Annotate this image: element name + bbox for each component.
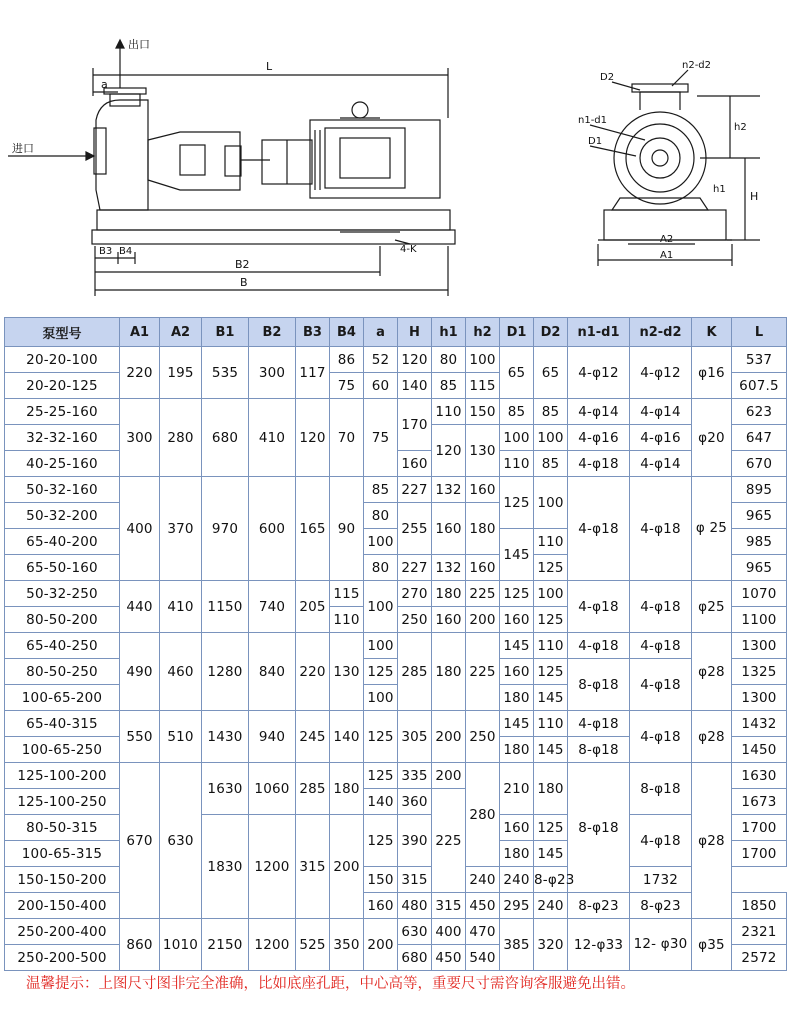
table-cell: 120 — [398, 347, 432, 373]
dim-a-label: a — [101, 78, 108, 91]
table-cell: 295 — [500, 893, 534, 919]
table-cell: 400 — [120, 477, 160, 581]
table-cell: 315 — [398, 867, 432, 893]
table-cell: 305 — [398, 711, 432, 763]
table-cell: φ16 — [692, 347, 732, 399]
table-cell: 370 — [160, 477, 202, 581]
table-cell: 145 — [500, 633, 534, 659]
table-cell: 240 — [500, 867, 534, 893]
D2-label: D2 — [600, 72, 615, 83]
table-cell: 100 — [364, 633, 398, 659]
table-cell: 225 — [466, 581, 500, 607]
table-row — [5, 347, 787, 373]
pump-model-cell: 100-65-315 — [5, 841, 120, 867]
table-cell: 460 — [160, 633, 202, 711]
table-cell: 165 — [296, 477, 330, 581]
table-cell: 115 — [330, 581, 364, 607]
pump-model-cell: 32-32-160 — [5, 425, 120, 451]
table-cell: 2321 — [732, 919, 787, 945]
table-cell: 145 — [534, 737, 568, 763]
column-header: K — [692, 318, 732, 347]
table-cell: 440 — [120, 581, 160, 633]
table-cell: 680 — [398, 945, 432, 971]
table-cell: φ28 — [692, 711, 732, 763]
table-cell: 125 — [534, 555, 568, 581]
table-cell: 280 — [466, 763, 500, 867]
table-cell: 255 — [398, 503, 432, 555]
table-cell: 270 — [398, 581, 432, 607]
table-row — [5, 477, 787, 503]
table-row — [5, 399, 787, 425]
table-cell: 510 — [160, 711, 202, 763]
table-cell: 2150 — [202, 919, 249, 971]
table-cell: 985 — [732, 529, 787, 555]
dim-B4-label: B4 — [119, 246, 133, 257]
table-cell: 180 — [534, 763, 568, 815]
table-cell: φ35 — [692, 919, 732, 971]
table-cell: 125 — [500, 581, 534, 607]
pump-model-cell: 20-20-100 — [5, 347, 120, 373]
table-cell: 450 — [432, 945, 466, 971]
column-header: n1-d1 — [568, 318, 630, 347]
table-cell: 895 — [732, 477, 787, 503]
table-cell: 200 — [432, 763, 466, 789]
h2-label: h2 — [734, 122, 747, 133]
table-cell: 210 — [500, 763, 534, 815]
table-cell: 8-φ23 — [568, 893, 630, 919]
table-header-row — [5, 318, 787, 347]
table-cell: 360 — [398, 789, 432, 815]
table-cell: 647 — [732, 425, 787, 451]
table-cell: 623 — [732, 399, 787, 425]
table-cell: 140 — [398, 373, 432, 399]
table-cell: 240 — [534, 893, 568, 919]
table-cell: 4-φ18 — [568, 477, 630, 581]
table-cell: 740 — [249, 581, 296, 633]
table-cell: 1630 — [732, 763, 787, 789]
table-cell: 4-φ12 — [630, 347, 692, 399]
table-cell: 1010 — [160, 919, 202, 971]
table-cell: 410 — [160, 581, 202, 633]
column-header: 泵型号 — [5, 318, 120, 347]
dim-B3-label: B3 — [99, 246, 113, 257]
column-header: D1 — [500, 318, 534, 347]
table-cell: 220 — [296, 633, 330, 711]
table-cell: 470 — [466, 919, 500, 945]
pump-model-cell: 65-40-250 — [5, 633, 120, 659]
A2-label: A2 — [660, 234, 674, 245]
table-cell: 4-φ18 — [630, 815, 692, 867]
table-cell: 180 — [500, 841, 534, 867]
table-cell: 85 — [534, 451, 568, 477]
table-cell: 100 — [534, 425, 568, 451]
table-cell: 80 — [364, 555, 398, 581]
table-cell: 8-φ18 — [568, 737, 630, 763]
table-cell: 75 — [330, 373, 364, 399]
table-cell: 100 — [500, 425, 534, 451]
A1-label: A1 — [660, 250, 674, 261]
table-cell: 160 — [364, 893, 398, 919]
table-cell: 1700 — [732, 815, 787, 841]
table-cell: 1673 — [732, 789, 787, 815]
pump-model-cell: 250-200-400 — [5, 919, 120, 945]
table-cell: 390 — [398, 815, 432, 867]
table-cell: 550 — [120, 711, 160, 763]
table-cell: 86 — [330, 347, 364, 373]
table-cell: 110 — [534, 529, 568, 555]
table-cell: 200 — [364, 919, 398, 971]
table-cell: 630 — [160, 763, 202, 919]
pump-model-cell: 50-32-200 — [5, 503, 120, 529]
column-header: h2 — [466, 318, 500, 347]
table-cell: 1100 — [732, 607, 787, 633]
table-cell: 670 — [732, 451, 787, 477]
table-cell: 965 — [732, 503, 787, 529]
table-cell: 160 — [398, 451, 432, 477]
table-cell: 100 — [534, 581, 568, 607]
table-cell: 85 — [534, 399, 568, 425]
table-cell: 1200 — [249, 815, 296, 919]
table-cell: 117 — [296, 347, 330, 399]
table-cell: 1300 — [732, 633, 787, 659]
D1-label: D1 — [588, 136, 603, 147]
table-cell: 4-φ16 — [630, 425, 692, 451]
table-cell: 8-φ18 — [568, 763, 630, 893]
table-cell: 1430 — [202, 711, 249, 763]
column-header: A1 — [120, 318, 160, 347]
table-cell: 8-φ18 — [568, 659, 630, 711]
dim-B-label: B — [240, 276, 248, 289]
table-cell: 970 — [202, 477, 249, 581]
table-row — [5, 763, 787, 789]
table-cell: 285 — [398, 633, 432, 711]
table-cell: 227 — [398, 477, 432, 503]
table-cell: 110 — [534, 633, 568, 659]
column-header: B2 — [249, 318, 296, 347]
table-cell: 12-φ33 — [568, 919, 630, 971]
table-cell: 150 — [466, 399, 500, 425]
table-row — [5, 581, 787, 607]
table-cell: 110 — [330, 607, 364, 633]
table-cell: 200 — [432, 711, 466, 763]
table-cell: 140 — [364, 789, 398, 815]
table-cell: 80 — [432, 347, 466, 373]
table-cell: 4-φ18 — [568, 581, 630, 633]
table-cell: 227 — [398, 555, 432, 581]
table-cell: 540 — [466, 945, 500, 971]
table-cell: 145 — [534, 841, 568, 867]
pump-model-cell: 125-100-250 — [5, 789, 120, 815]
table-row — [5, 711, 787, 737]
n1-d1-label: n1-d1 — [578, 115, 608, 126]
table-cell: 100 — [364, 529, 398, 555]
column-header: D2 — [534, 318, 568, 347]
table-cell: 52 — [364, 347, 398, 373]
table-cell: 100 — [534, 477, 568, 529]
table-cell: 1630 — [202, 763, 249, 815]
column-header: H — [398, 318, 432, 347]
table-cell: 85 — [432, 373, 466, 399]
table-cell: 145 — [534, 685, 568, 711]
pump-dimension-drawing — [0, 0, 790, 308]
table-cell: 1432 — [732, 711, 787, 737]
column-header: A2 — [160, 318, 202, 347]
table-cell: 320 — [534, 919, 568, 971]
table-cell: 150 — [364, 867, 398, 893]
table-cell: 195 — [160, 347, 202, 399]
table-cell: 130 — [330, 633, 364, 711]
pump-model-cell: 20-20-125 — [5, 373, 120, 399]
table-cell: 75 — [364, 399, 398, 477]
table-cell: 2572 — [732, 945, 787, 971]
table-cell: 125 — [534, 607, 568, 633]
table-cell: 180 — [500, 685, 534, 711]
table-cell: 125 — [534, 659, 568, 685]
table-cell: 85 — [364, 477, 398, 503]
table-cell: 4-φ16 — [568, 425, 630, 451]
table-cell: 450 — [466, 893, 500, 919]
table-cell: φ20 — [692, 399, 732, 477]
table-cell: 670 — [120, 763, 160, 919]
table-cell: 180 — [330, 763, 364, 815]
table-cell: 4-φ18 — [568, 451, 630, 477]
table-cell: 240 — [466, 867, 500, 893]
inlet-label: 进口 — [12, 142, 34, 155]
table-cell: 300 — [120, 399, 160, 477]
table-cell: 8-φ23 — [630, 893, 692, 919]
table-cell: 4-φ18 — [568, 633, 630, 659]
table-cell: 180 — [432, 581, 466, 607]
table-cell: 525 — [296, 919, 330, 971]
dim-L-label: L — [266, 60, 273, 73]
table-cell: 125 — [364, 659, 398, 685]
table-cell: 8-φ23 — [534, 867, 568, 893]
table-cell: 110 — [432, 399, 466, 425]
table-cell: 170 — [398, 399, 432, 451]
pump-model-cell: 80-50-250 — [5, 659, 120, 685]
table-cell: 350 — [330, 919, 364, 971]
table-cell: 110 — [500, 451, 534, 477]
table-cell: 250 — [398, 607, 432, 633]
table-row — [5, 919, 787, 945]
table-cell: 335 — [398, 763, 432, 789]
pump-model-cell: 25-25-160 — [5, 399, 120, 425]
table-cell: φ28 — [692, 763, 732, 919]
table-cell: φ25 — [692, 581, 732, 633]
pump-model-cell: 200-150-400 — [5, 893, 120, 919]
pump-model-cell: 80-50-315 — [5, 815, 120, 841]
table-cell: 285 — [296, 763, 330, 815]
pump-model-cell: 65-40-315 — [5, 711, 120, 737]
table-cell: 1450 — [732, 737, 787, 763]
table-cell: 680 — [202, 399, 249, 477]
table-cell: 1060 — [249, 763, 296, 815]
pump-model-cell: 50-32-160 — [5, 477, 120, 503]
pump-model-cell: 50-32-250 — [5, 581, 120, 607]
table-cell: 1070 — [732, 581, 787, 607]
table-cell: 537 — [732, 347, 787, 373]
table-cell: 12- φ30 — [630, 919, 692, 971]
table-cell: 600 — [249, 477, 296, 581]
table-cell: 220 — [120, 347, 160, 399]
table-cell: 280 — [160, 399, 202, 477]
table-cell: 860 — [120, 919, 160, 971]
table-cell: 200 — [466, 607, 500, 633]
table-cell: 130 — [466, 425, 500, 477]
table-cell: 4-φ14 — [630, 399, 692, 425]
pump-model-cell: 100-65-200 — [5, 685, 120, 711]
table-cell: 110 — [534, 711, 568, 737]
pump-model-cell: 125-100-200 — [5, 763, 120, 789]
table-cell: 60 — [364, 373, 398, 399]
n2-d2-label: n2-d2 — [682, 60, 712, 71]
table-cell: 1300 — [732, 685, 787, 711]
table-cell: 65 — [500, 347, 534, 399]
table-cell: 1700 — [732, 841, 787, 867]
table-cell: 180 — [500, 737, 534, 763]
column-header: B4 — [330, 318, 364, 347]
pump-model-cell: 80-50-200 — [5, 607, 120, 633]
pump-model-cell: 100-65-250 — [5, 737, 120, 763]
table-cell: 140 — [330, 711, 364, 763]
table-cell: 65 — [534, 347, 568, 399]
table-cell: 160 — [500, 607, 534, 633]
table-cell: 85 — [500, 399, 534, 425]
table-cell: φ28 — [692, 633, 732, 711]
table-cell: 1280 — [202, 633, 249, 711]
table-cell: 160 — [432, 607, 466, 633]
table-cell: 125 — [364, 815, 398, 867]
table-cell: 160 — [432, 503, 466, 555]
pump-model-cell: 65-40-200 — [5, 529, 120, 555]
table-cell: 160 — [466, 477, 500, 503]
table-cell: 630 — [398, 919, 432, 945]
table-cell: 1732 — [630, 867, 692, 893]
table-cell: 100 — [364, 581, 398, 633]
table-cell: 490 — [120, 633, 160, 711]
dim-B2-label: B2 — [235, 258, 250, 271]
table-cell: 315 — [296, 815, 330, 919]
disclaimer-note: 温馨提示：上图尺寸图非完全准确，比如底座孔距，中心高等，重要尺寸需咨询客服避免出错。 — [26, 976, 635, 992]
table-cell: 205 — [296, 581, 330, 633]
table-cell: 160 — [466, 555, 500, 581]
pump-model-cell: 65-50-160 — [5, 555, 120, 581]
table-cell: 965 — [732, 555, 787, 581]
table-cell: 4-φ14 — [568, 399, 630, 425]
table-cell: 8-φ18 — [630, 763, 692, 815]
column-header: h1 — [432, 318, 466, 347]
table-cell: 145 — [500, 529, 534, 581]
table-cell: 145 — [500, 711, 534, 737]
pump-dimension-table — [4, 317, 787, 971]
table-cell: 4-φ14 — [630, 451, 692, 477]
table-cell: 125 — [500, 477, 534, 529]
h1-label: h1 — [713, 184, 726, 195]
table-cell: 115 — [466, 373, 500, 399]
table-cell: 70 — [330, 399, 364, 477]
table-cell: 120 — [432, 425, 466, 477]
table-cell: 1850 — [732, 893, 787, 919]
table-cell: 125 — [364, 763, 398, 789]
four-k-label: 4-K — [400, 244, 417, 255]
table-cell: 125 — [534, 815, 568, 841]
table-cell: 225 — [432, 789, 466, 893]
table-cell: 180 — [432, 633, 466, 711]
table-cell: 80 — [364, 503, 398, 529]
table-cell: 4-φ12 — [568, 347, 630, 399]
H-label: H — [750, 190, 759, 203]
table-cell: 100 — [364, 685, 398, 711]
table-cell: 250 — [466, 711, 500, 763]
table-cell: 840 — [249, 633, 296, 711]
table-cell: 400 — [432, 919, 466, 945]
table-cell: 1325 — [732, 659, 787, 685]
table-cell: 132 — [432, 555, 466, 581]
table-cell: 385 — [500, 919, 534, 971]
table-cell: 4-φ18 — [630, 711, 692, 763]
table-row — [5, 633, 787, 659]
table-cell: 1830 — [202, 815, 249, 919]
pump-model-cell: 250-200-500 — [5, 945, 120, 971]
column-header: B1 — [202, 318, 249, 347]
outlet-label: 出口 — [128, 38, 150, 51]
table-cell: 940 — [249, 711, 296, 763]
column-header: n2-d2 — [630, 318, 692, 347]
table-cell: 100 — [466, 347, 500, 373]
table-cell: 160 — [500, 659, 534, 685]
table-cell: 480 — [398, 893, 432, 919]
column-header: L — [732, 318, 787, 347]
pump-model-cell: 40-25-160 — [5, 451, 120, 477]
table-cell: 160 — [500, 815, 534, 841]
table-cell: 180 — [466, 503, 500, 555]
table-cell: 125 — [364, 711, 398, 763]
table-cell: 4-φ18 — [630, 477, 692, 581]
table-cell: 410 — [249, 399, 296, 477]
pump-model-cell: 150-150-200 — [5, 867, 120, 893]
table-cell: 300 — [249, 347, 296, 399]
table-cell: 4-φ18 — [630, 659, 692, 711]
table-cell: 315 — [432, 893, 466, 919]
column-header: B3 — [296, 318, 330, 347]
table-cell: 1150 — [202, 581, 249, 633]
table-cell: 120 — [296, 399, 330, 477]
pump-dimension-table-wrap — [4, 317, 786, 971]
table-cell: 132 — [432, 477, 466, 503]
table-cell: 90 — [330, 477, 364, 581]
table-cell: 535 — [202, 347, 249, 399]
table-cell: 607.5 — [732, 373, 787, 399]
table-cell: 4-φ18 — [568, 711, 630, 737]
table-cell: 225 — [466, 633, 500, 711]
table-cell: φ 25 — [692, 477, 732, 581]
table-cell: 1200 — [249, 919, 296, 971]
table-cell: 200 — [330, 815, 364, 919]
table-cell: 4-φ18 — [630, 633, 692, 659]
table-cell: 4-φ18 — [630, 581, 692, 633]
column-header: a — [364, 318, 398, 347]
table-cell: 245 — [296, 711, 330, 763]
